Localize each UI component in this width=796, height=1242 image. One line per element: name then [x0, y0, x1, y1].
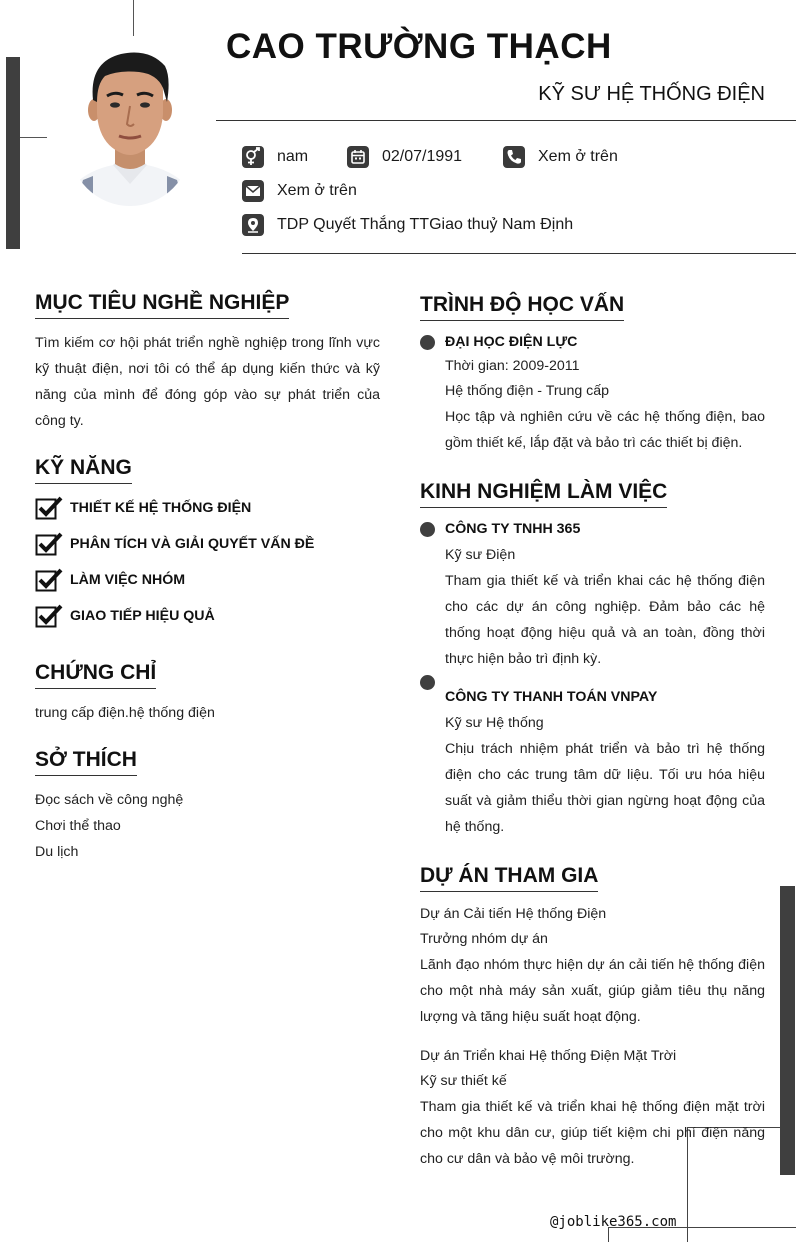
candidate-name: CAO TRƯỜNG THẠCH	[226, 27, 612, 66]
hobbies-section	[35, 748, 137, 776]
contact-address	[242, 214, 573, 236]
checkbox-checked-icon	[35, 604, 63, 628]
skills-section	[35, 456, 132, 484]
projects-section	[420, 864, 598, 892]
contact-email	[242, 180, 357, 202]
gender-icon	[242, 146, 264, 168]
certificates-section	[35, 661, 156, 689]
skill-item	[35, 568, 185, 592]
phone-icon	[503, 146, 525, 168]
skill-item	[35, 496, 251, 520]
job-role: Kỹ sư Hệ thống	[445, 715, 544, 731]
project-description: Lãnh đạo nhóm thực hiện dự án cải tiến hệ thống điện cho một nhà máy sản xuất, giúp giảm tiêu thụ năng lượng và tăng hiệu suất hoạt động.	[420, 957, 765, 1025]
skill-label: THIẾT KẾ HỆ THỐNG ĐIỆN	[70, 500, 252, 516]
decor-line	[20, 137, 47, 138]
location-pin-icon	[242, 214, 264, 236]
contact-gender	[242, 146, 308, 168]
timeline-dot	[420, 335, 435, 350]
contact-phone	[503, 146, 618, 168]
job-description: Tham gia thiết kế và triển khai các hệ thống điện cho các dự án công nghiệp. Đảm bảo các hệ thống hoạt động hiệu quả và an toàn, đồng thời thực hiện bảo trì định kỳ.	[445, 573, 765, 667]
section-title: SỞ THÍCH	[35, 748, 137, 776]
skill-label: LÀM VIỆC NHÓM	[70, 572, 186, 588]
checkbox-checked-icon	[35, 532, 63, 556]
envelope-icon	[242, 180, 264, 202]
education-description: Học tập và nghiên cứu về các hệ thống điện, bao gồm thiết kế, lắp đặt và bảo trì các thiết bị điện.	[445, 409, 765, 451]
project-name: Dự án Triển khai Hệ thống Điện Mặt Trời	[420, 1048, 677, 1064]
section-title: KINH NGHIỆM LÀM VIỆC	[420, 480, 667, 508]
decor-bar-left	[6, 57, 20, 249]
school-name: ĐẠI HỌC ĐIỆN LỰC	[445, 334, 578, 350]
calendar-icon	[347, 146, 369, 168]
decor-line	[133, 0, 134, 36]
project-role: Trưởng nhóm dự án	[420, 931, 548, 947]
header-divider	[216, 120, 796, 121]
skill-label: PHÂN TÍCH VÀ GIẢI QUYẾT VẤN ĐỀ	[70, 536, 315, 552]
skill-label: GIAO TIẾP HIỆU QUẢ	[70, 608, 215, 624]
job-role: Kỹ sư Điện	[445, 547, 516, 563]
company-name: CÔNG TY THANH TOÁN VNPAY	[445, 689, 658, 705]
footer-watermark: @joblike365.com	[550, 1214, 677, 1230]
checkbox-checked-icon	[35, 496, 63, 520]
project-description: Tham gia thiết kế và triển khai hệ thống điện mặt trời cho một khu dân cư, giúp tiết kiệm chi phí điện năng cho cư dân và bảo vệ môi trường.	[420, 1099, 765, 1167]
section-title: KỸ NĂNG	[35, 456, 132, 484]
birthday-value: 02/07/1991	[382, 148, 463, 165]
section-title: TRÌNH ĐỘ HỌC VẤN	[420, 293, 624, 321]
address-value: TDP Quyết Thắng TTGiao thuỷ Nam Định	[277, 216, 574, 233]
company-name: CÔNG TY TNHH 365	[445, 521, 581, 537]
section-title: CHỨNG CHỈ	[35, 661, 156, 689]
education-major: Hệ thống điện - Trung cấp	[445, 383, 610, 399]
job-title: KỸ SƯ HỆ THỐNG ĐIỆN	[538, 83, 765, 105]
objective-text: Tìm kiếm cơ hội phát triển nghề nghiệp trong lĩnh vực kỹ thuật điện, nơi tôi có thể áp dụng kiến thức và kỹ năng của mình để đóng góp vào sự phát triển của công ty.	[35, 335, 380, 429]
job-description: Chịu trách nhiệm phát triển và bảo trì hệ thống điện cho các trung tâm dữ liệu. Tối ưu hóa hiệu suất và giảm thiểu thời gian ngừng hoạt động của hệ thống.	[445, 741, 765, 835]
avatar	[69, 44, 191, 206]
contact-divider	[242, 253, 796, 254]
email-value: Xem ở trên	[277, 182, 357, 199]
timeline-dot	[420, 675, 435, 690]
education-time: Thời gian: 2009-2011	[445, 358, 580, 374]
hobby-item: Đọc sách về công nghệ	[35, 792, 184, 808]
phone-value: Xem ở trên	[538, 148, 618, 165]
checkbox-checked-icon	[35, 568, 63, 592]
education-section	[420, 293, 624, 321]
section-title: DỰ ÁN THAM GIA	[420, 864, 598, 892]
skill-item	[35, 604, 215, 628]
timeline-dot	[420, 522, 435, 537]
hobby-item: Du lịch	[35, 844, 79, 860]
section-title: MỤC TIÊU NGHỀ NGHIỆP	[35, 291, 289, 319]
experience-section	[420, 480, 667, 508]
project-name: Dự án Cải tiến Hệ thống Điện	[420, 906, 607, 922]
decor-bar-right	[780, 886, 795, 1175]
skill-item	[35, 532, 314, 556]
project-role: Kỹ sư thiết kế	[420, 1073, 507, 1089]
hobby-item: Chơi thể thao	[35, 818, 121, 834]
contact-birthday	[347, 146, 462, 168]
objective-section	[35, 291, 289, 319]
certificate-item: trung cấp điện.hệ thống điện	[35, 705, 215, 721]
gender-value: nam	[277, 148, 309, 165]
